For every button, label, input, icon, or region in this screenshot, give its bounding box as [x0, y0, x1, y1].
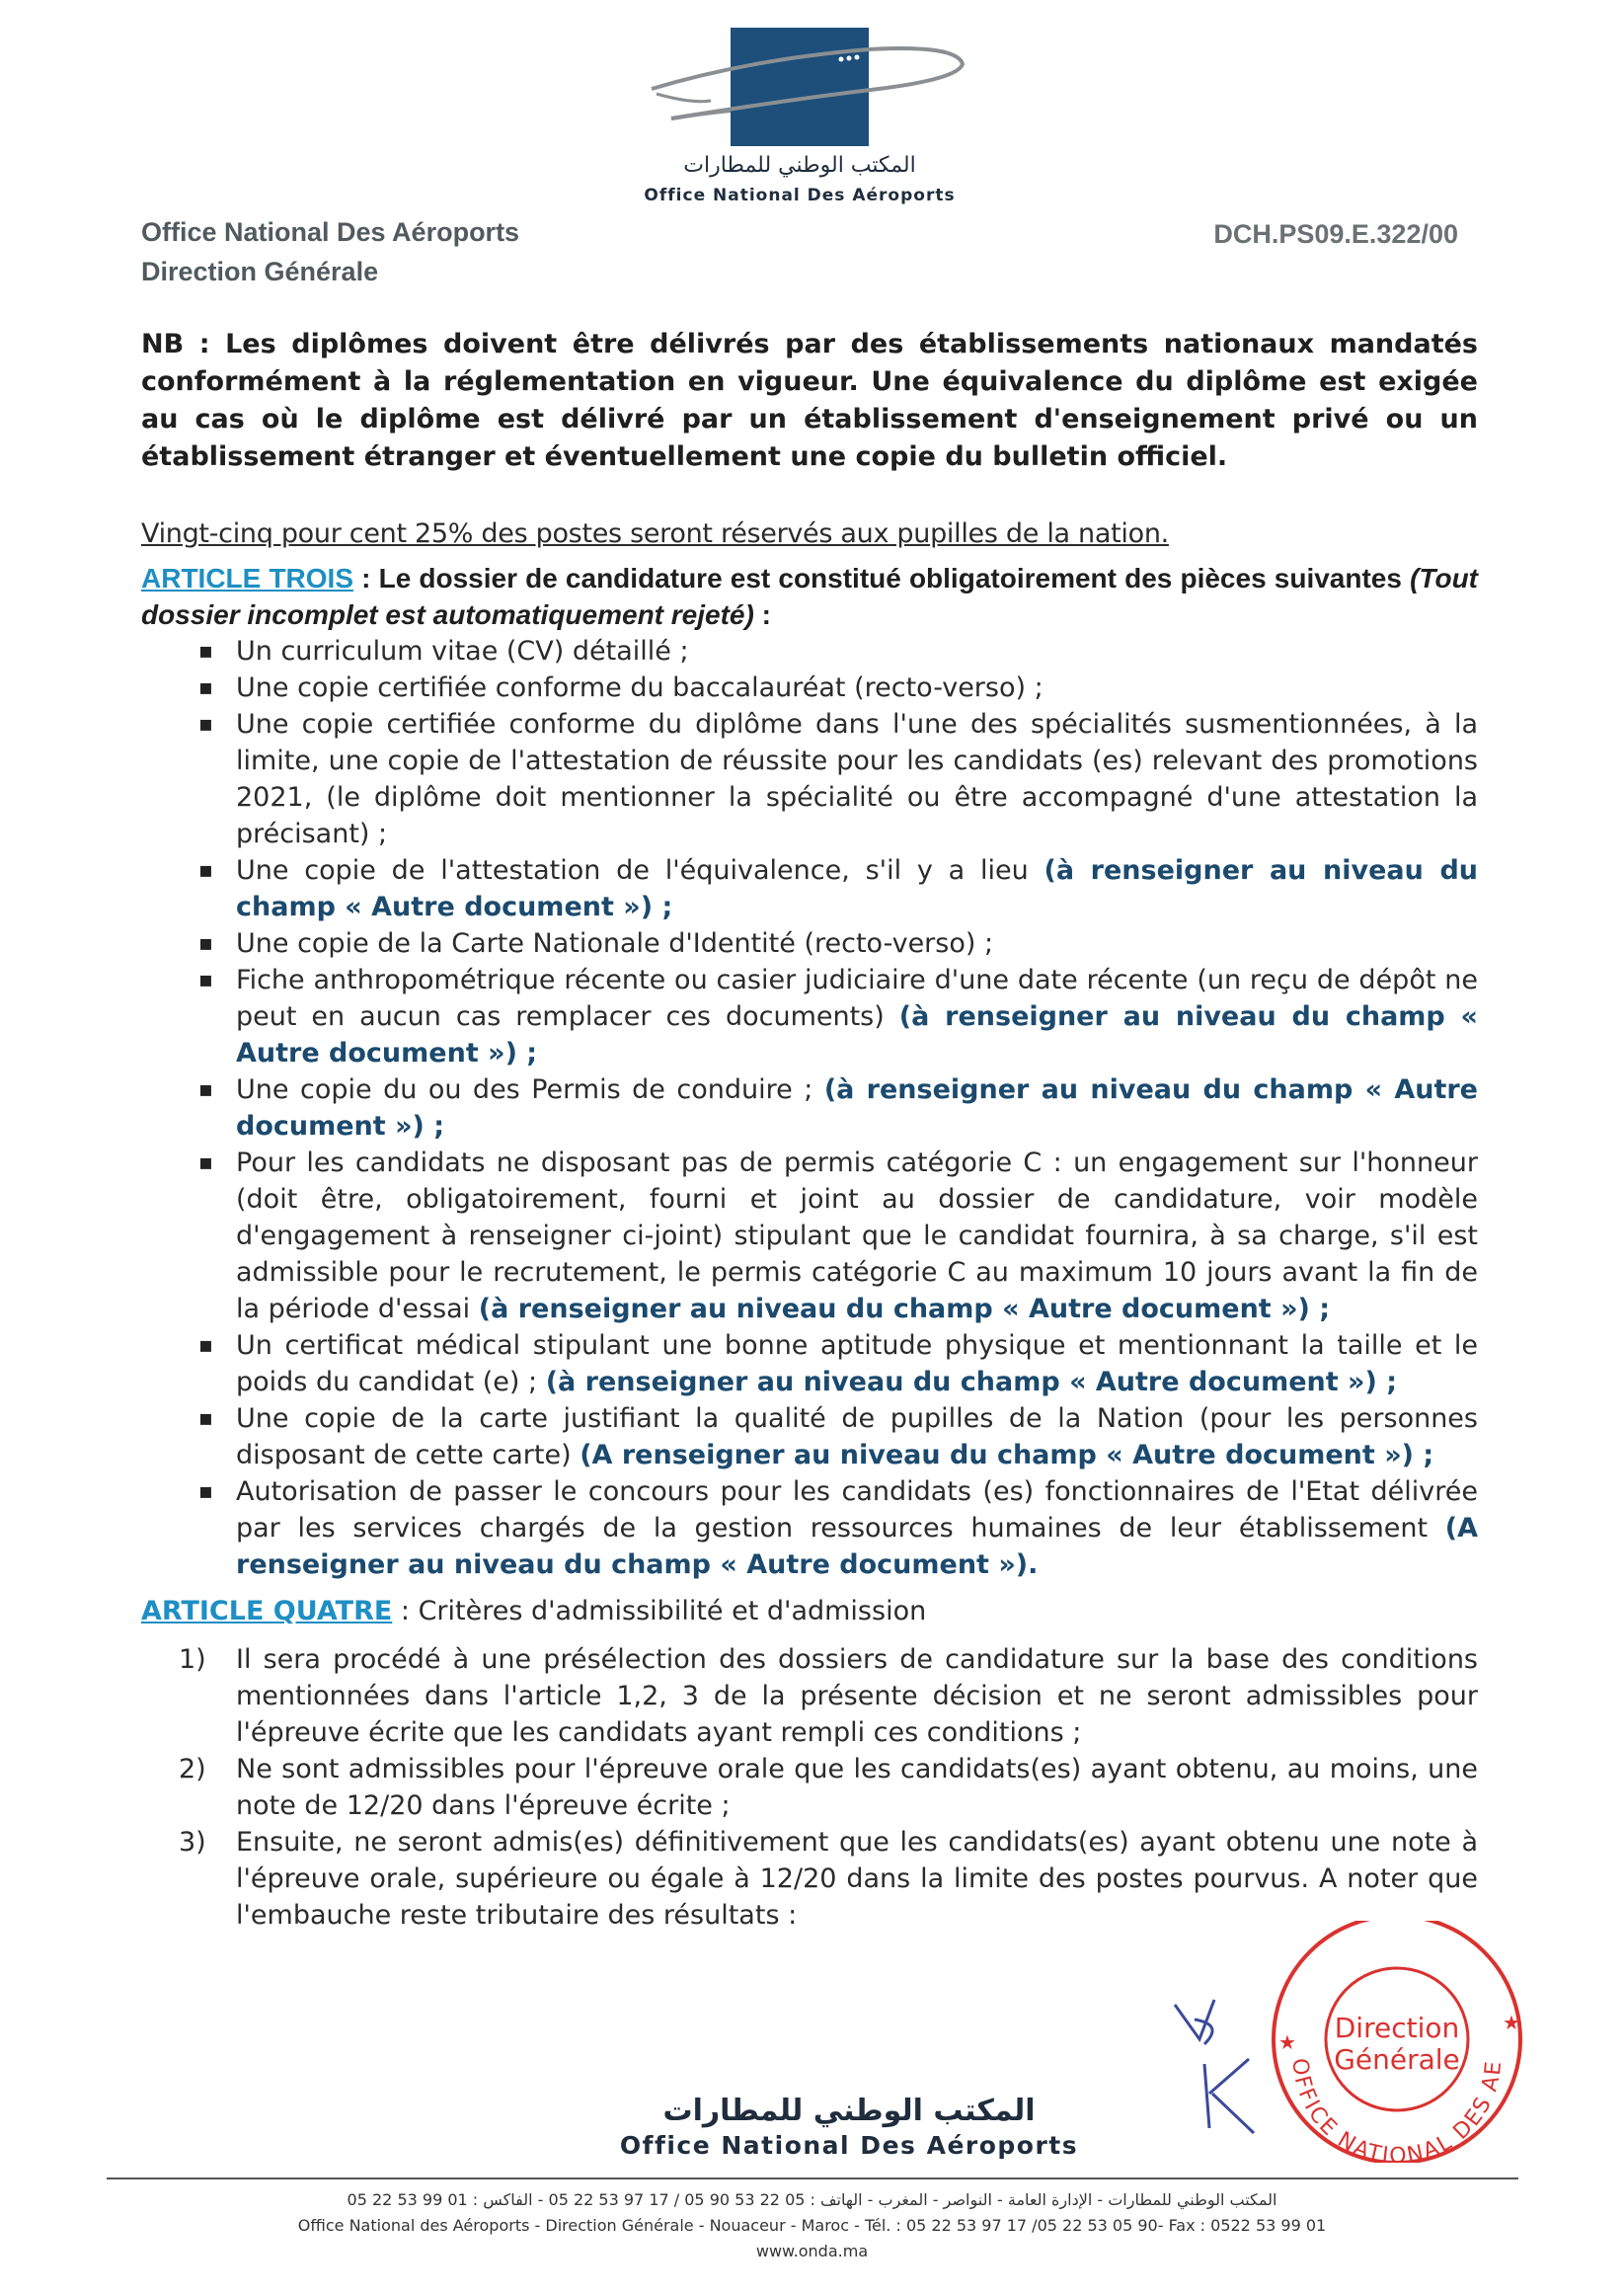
list-item: ▪ Une copie de la carte justifiant la qualité de pupilles de la Nation (pour les personnes disposant de cette carte) (A renseigner au niveau du champ « Autre document ») ;	[236, 1400, 1478, 1473]
footer-logo-arabic: المكتب الوطني للمطارات	[662, 2094, 1036, 2128]
list-item: ▪ Pour les candidats ne disposant pas de permis catégorie C : un engagement sur l'honneur (doit être, obligatoirement, fourni et joint au dossier de candidature, voir modèle d'engagement à renseigner ci-joint) stipulant que le candidat fournira, à sa charge, s'il est admissible pour le recrutement, le permis catégorie C au maximum 10 jours avant la fin de la période d'essai (à renseigner au niveau du champ « Autre document ») ;	[236, 1145, 1478, 1327]
document-body	[141, 326, 1478, 1934]
list-item: ▪ Une copie certifiée conforme du diplôme dans l'une des spécialités susmentionnées, à la limite, une copie de l'attestation de réussite pour les candidats (es) relevant des promotions 2021, (le diplôme doit mentionner la spécialité ou être accompagné d'une attestation la précisant) ;	[236, 706, 1478, 852]
logo-arabic-text: المكتب الوطني للمطارات	[683, 153, 916, 178]
official-stamp	[1234, 1921, 1550, 2163]
list-item: ▪ Un certificat médical stipulant une bonne aptitude physique et mentionnant la taille et le poids du candidat (e) ; (à renseigner au niveau du champ « Autre document ») ;	[236, 1327, 1478, 1400]
footer-logo-french: Office National Des Aéroports	[619, 2131, 1079, 2160]
list-item: ▪ Une copie de l'attestation de l'équivalence, s'il y a lieu (à renseigner au niveau du champ « Autre document ») ;	[236, 852, 1478, 925]
article-three-title: : Le dossier de candidature est constitué obligatoirement des pièces suivantes	[353, 563, 1411, 594]
list-item: ▪ Une copie de la Carte Nationale d'Identité (recto-verso) ;	[236, 925, 1478, 962]
list-item: ▪ Une copie certifiée conforme du baccalauréat (recto-verso) ;	[236, 670, 1478, 706]
article-three-heading	[141, 560, 1478, 633]
nb-paragraph: NB : Les diplômes doivent être délivrés par des établissements nationaux mandatés conformément à la réglementation en vigueur. Une équivalence du diplôme est exigée au cas où le diplôme est délivré par un établissement d'enseignement privé ou un établissement étranger et éventuellement une copie du bulletin officiel.	[141, 329, 1478, 472]
reserved-posts-note: Vingt-cinq pour cent 25% des postes seront réservés aux pupilles de la nation.	[141, 518, 1169, 549]
stamp-ring-text: OFFICE NATIONAL DES AE	[1286, 2057, 1508, 2163]
list-item: ▪ Fiche anthropométrique récente ou casier judiciaire d'une date récente (un reçu de dépôt ne peut en aucun cas remplacer ces documents) (à renseigner au niveau du champ « Autre document ») ;	[236, 962, 1478, 1071]
stamp-icon	[1234, 1921, 1550, 2163]
onda-logo	[632, 20, 977, 207]
svg-text:★: ★	[1278, 2032, 1296, 2054]
criteria-list	[141, 1641, 1478, 1934]
list-item: ▪ Un curriculum vitae (CV) détaillé ;	[236, 633, 1478, 670]
list-item: ▪ Autorisation de passer le concours pour les candidats (es) fonctionnaires de l'Etat délivrée par les services chargés de la gestion ressources humaines de leur établissement (A renseigner au niveau du champ « Autre document »).	[236, 1473, 1478, 1583]
org-name: Office National Des Aéroports	[141, 217, 520, 247]
document-reference: DCH.PS09.E.322/00	[1213, 219, 1458, 249]
footer-arabic-contact: المكتب الوطني للمطارات - الإدارة العامة - النواصر - المغرب - الهاتف : 05 22 53 90 05 / 17 97 53 22 05 - الفاكس : 01 99 53 22 05	[347, 2190, 1277, 2209]
article-four-heading	[141, 1593, 1478, 1629]
onda-logo-icon	[632, 20, 977, 158]
article-four-label: ARTICLE QUATRE	[141, 1596, 393, 1626]
list-item: 3) Ensuite, ne seront admis(es) définitivement que les candidats(es) ayant obtenu une note à l'épreuve orale, supérieure ou égale à 12/20 dans la limite des postes pourvus. A noter que l'embauche reste tributaire des résultats :	[179, 1827, 1478, 1931]
organization-block	[141, 212, 519, 291]
svg-text:★: ★	[1503, 2013, 1520, 2034]
footer-divider	[107, 2177, 1518, 2179]
article-three-colon: :	[753, 599, 771, 630]
article-three-subtitle: (Tout dossier incomplet est automatiquement rejeté)	[141, 563, 1478, 630]
required-documents-list	[141, 633, 1478, 1583]
list-item: ▪ Une copie du ou des Permis de conduire ; (à renseigner au niveau du champ « Autre document ») ;	[236, 1071, 1478, 1145]
org-direction: Direction Générale	[141, 257, 379, 286]
article-three-label: ARTICLE TROIS	[141, 563, 354, 594]
footer-french-contact: Office National des Aéroports - Direction Générale - Nouaceur - Maroc - Tél. : 05 22 53 97 17 /05 22 53 05 90- Fax : 0522 53 99 01	[297, 2216, 1327, 2235]
list-item: 1) Il sera procédé à une présélection des dossiers de candidature sur la base des conditions mentionnées dans l'article 1,2, 3 de la présente décision et ne seront admissibles pour l'épreuve écrite que les candidats ayant rempli ces conditions ;	[179, 1644, 1478, 1748]
stamp-center-line2: Générale	[1334, 2043, 1460, 2076]
article-four-title: : Critères d'admissibilité et d'admission	[392, 1596, 927, 1626]
logo-french-text: Office National Des Aéroports	[644, 186, 956, 205]
footer-website[interactable]: www.onda.ma	[755, 2242, 869, 2260]
list-item: 2) Ne sont admissibles pour l'épreuve orale que les candidats(es) ayant obtenu, au moins, une note de 12/20 dans l'épreuve écrite ;	[179, 1754, 1478, 1821]
stamp-center-line1: Direction	[1334, 2012, 1460, 2044]
